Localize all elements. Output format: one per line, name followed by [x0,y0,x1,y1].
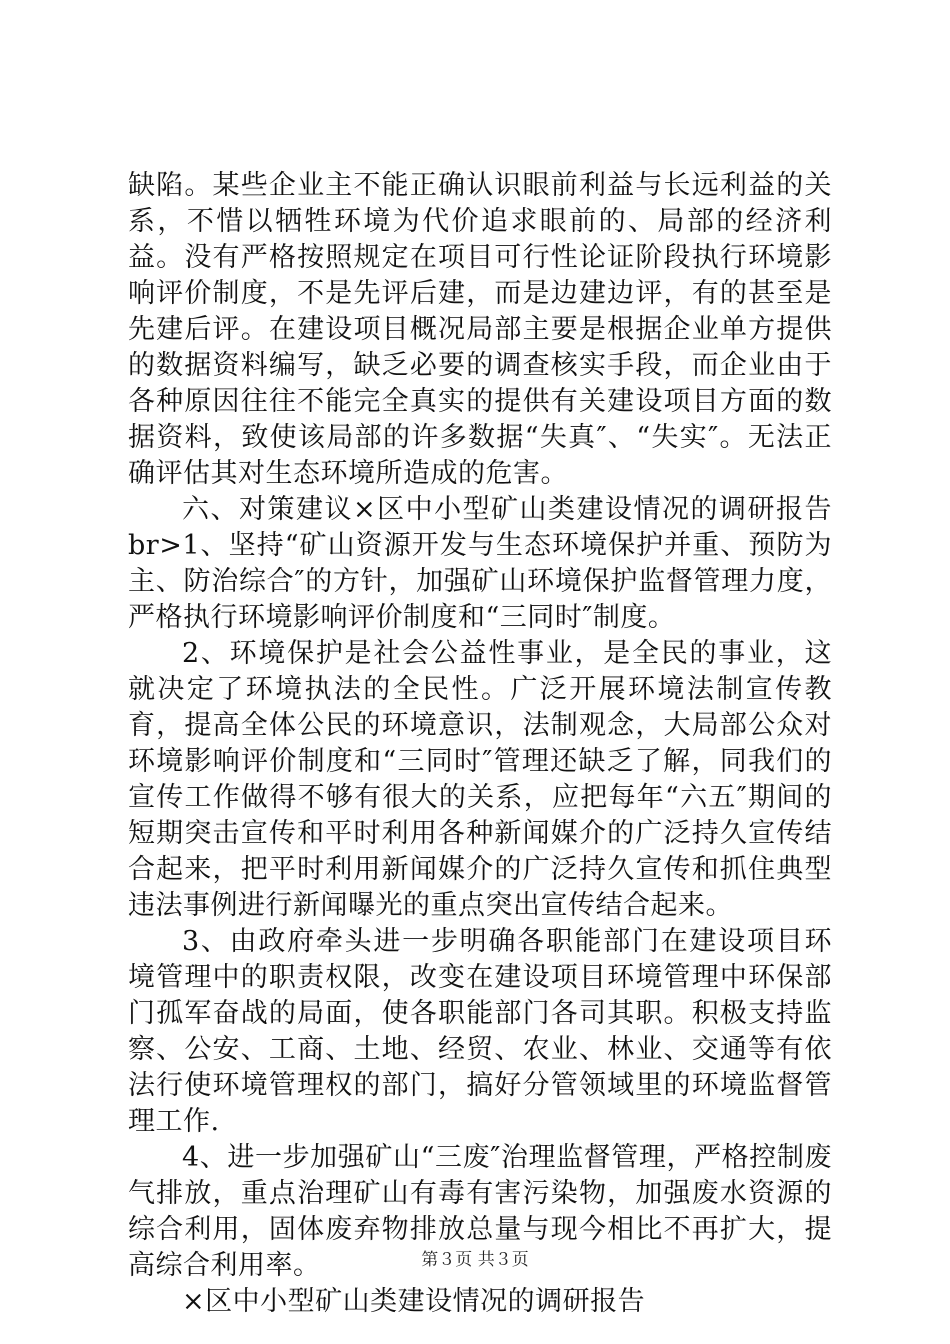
paragraph-item-4: 4、进一步加强矿山“三废″治理监督管理，严格控制废气排放，重点治理矿山有毒有害污染物，加强废水资源的综合利用，固体废弃物排放总量与现今相比不再扩大，提高综合利用率。 [128,1142,832,1281]
page-number-footer: 第３页 共３页 [421,1250,529,1270]
document-body [128,168,832,1320]
paragraph-section-six: 六、对策建议×区中小型矿山类建设情况的调研报告br>1、坚持“矿山资源开发与生态环境保护并重、预防为主、防治综合″的方针，加强矿山环境保护监督管理力度，严格执行环境影响评价制度和“三同时″制度。 [128,494,832,633]
paragraph-item-3: 3、由政府牵头进一步明确各职能部门在建设项目环境管理中的职责权限，改变在建设项目环境管理中环保部门孤军奋战的局面，使各职能部门各司其职。积极支持监察、公安、工商、土地、经贸、农业、林业、交通等有依法行使环境管理权的部门，搞好分管领域里的环境监督管理工作. [128,926,832,1137]
closing-title: ×区中小型矿山类建设情况的调研报告 [182,1286,646,1317]
paragraph-item-2: 2、环境保护是社会公益性事业，是全民的事业，这就决定了环境执法的全民性。广泛开展环境法制宣传教育，提高全体公民的环境意识，法制观念，大局部公众对环境影响评价制度和“三同时″管理还缺乏了解，同我们的宣传工作做得不够有很大的关系，应把每年“六五″期间的短期突击宣传和平时利用各种新闻媒介的广泛持久宣传结合起来，把平时利用新闻媒介的广泛持久宣传和抓住典型违法事例进行新闻曝光的重点突出宣传结合起来。 [128,638,832,921]
paragraph-continuation: 缺陷。某些企业主不能正确认识眼前利益与长远利益的关系，不惜以牺牲环境为代价追求眼前的、局部的经济利益。没有严格按照规定在项目可行性论证阶段执行环境影响评价制度，不是先评后建，而是边建边评，有的甚至是先建后评。在建设项目概况局部主要是根据企业单方提供的数据资料编写，缺乏必要的调查核实手段，而企业由于各种原因往往不能完全真实的提供有关建设项目方面的数据资料，致使该局部的许多数据“失真″、“失实″。无法正确评估其对生态环境所造成的危害。 [128,170,832,489]
